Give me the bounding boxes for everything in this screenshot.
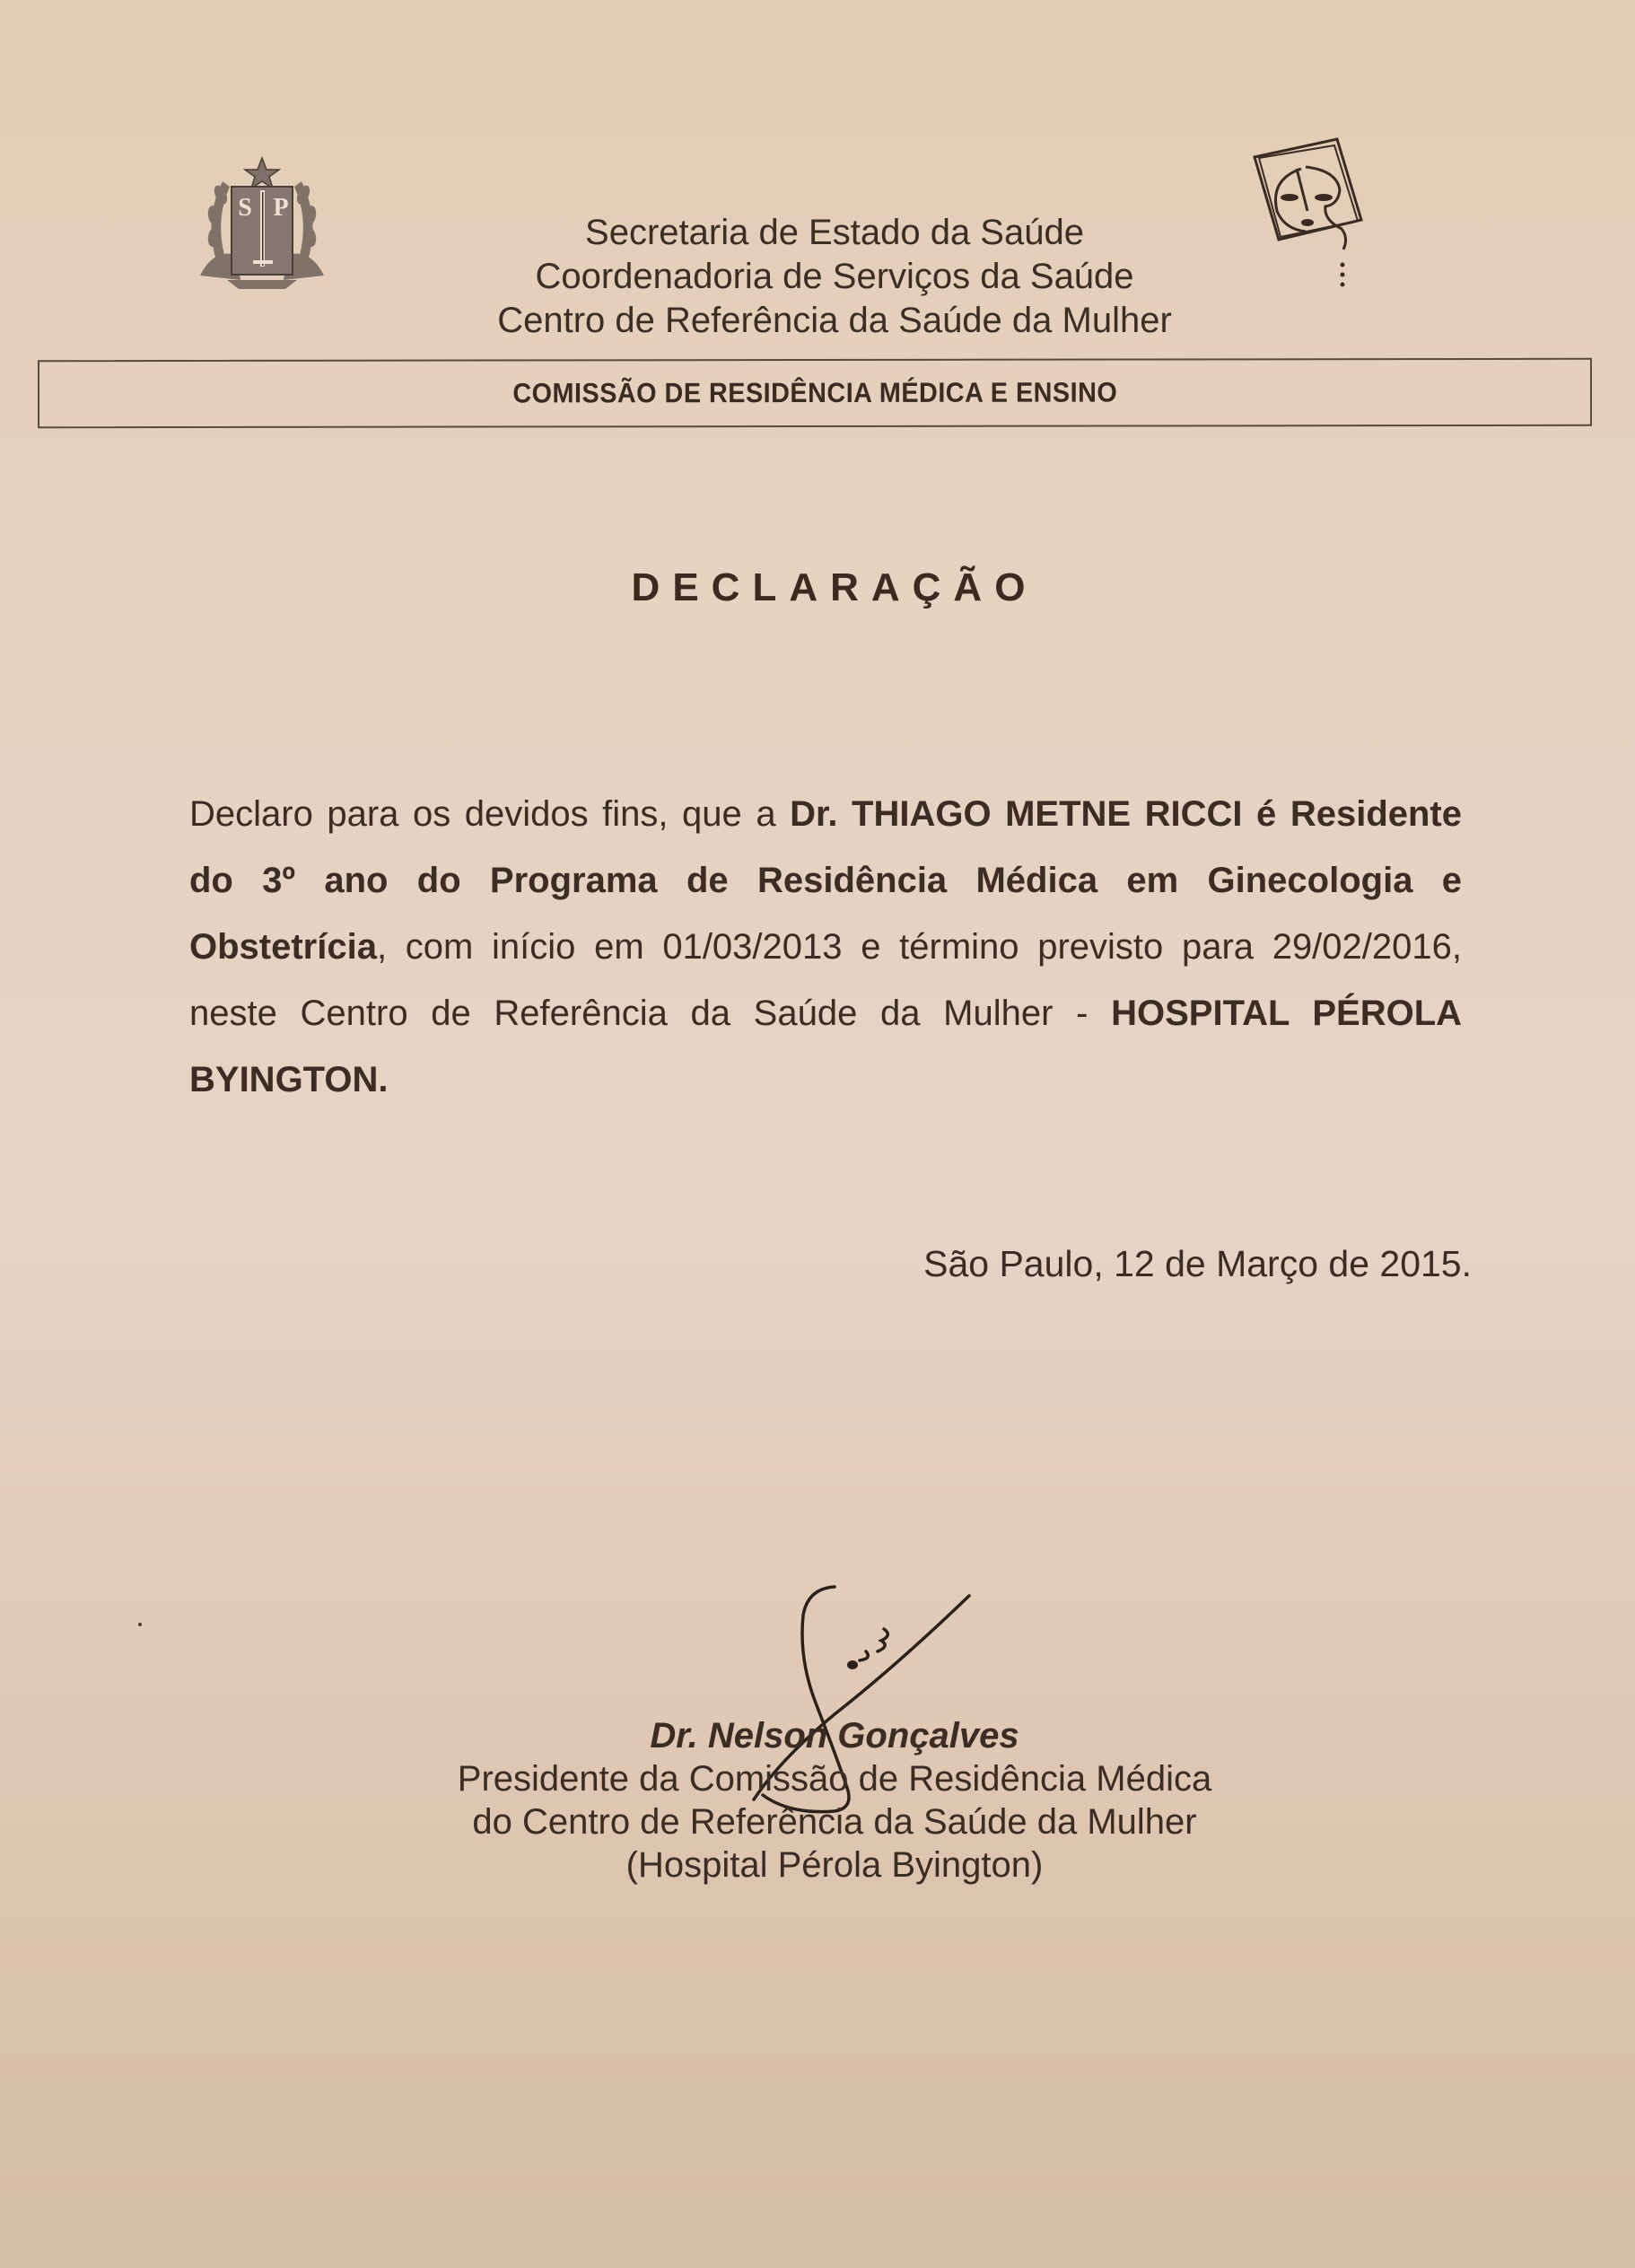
declaration-body — [189, 781, 1462, 1113]
header-line-centro: Centro de Referência da Saúde da Mulher — [497, 301, 1172, 340]
body-intro: Declaro para os devidos fins, que a — [189, 794, 791, 834]
signatory-block — [386, 1714, 1283, 1887]
signatory-name: Dr. Nelson Gonçalves — [650, 1716, 1019, 1756]
crest-letter-s: S — [238, 194, 252, 222]
institution-header — [359, 211, 1310, 343]
commission-label: COMISSÃO DE RESIDÊNCIA MÉDICA E ENSINO — [512, 376, 1117, 409]
paper-speck — [138, 1623, 142, 1626]
signatory-role-line-3: (Hospital Pérola Byington) — [625, 1845, 1044, 1885]
body-middle: , com início em 01/03/2013 e término previsto para 29/02/2016, neste Centro de Referência da Saúde da Mulher - — [189, 927, 1462, 1033]
document-title: DECLARAÇÃO — [631, 565, 1038, 609]
crest-letter-p: P — [273, 194, 289, 222]
commission-banner — [38, 358, 1592, 428]
signatory-role-line-2: do Centro de Referência da Saúde da Mulher — [472, 1802, 1197, 1842]
signatory-role-line-1: Presidente da Comissão de Residência Médica — [457, 1759, 1212, 1799]
sao-paulo-state-crest-icon — [196, 154, 328, 289]
header-line-coordenadoria: Coordenadoria de Serviços da Saúde — [535, 257, 1134, 296]
header-line-secretaria: Secretaria de Estado da Saúde — [585, 213, 1084, 252]
place-and-date: São Paulo, 12 de Março de 2015. — [923, 1243, 1472, 1284]
resident-program: Dr. THIAGO METNE RICCI é Residente do 3º ano do Programa de Residência Médica em Ginecologia e Obstetrícia — [189, 794, 1462, 967]
hospital-name: HOSPITAL PÉROLA BYINGTON. — [189, 994, 1463, 1099]
